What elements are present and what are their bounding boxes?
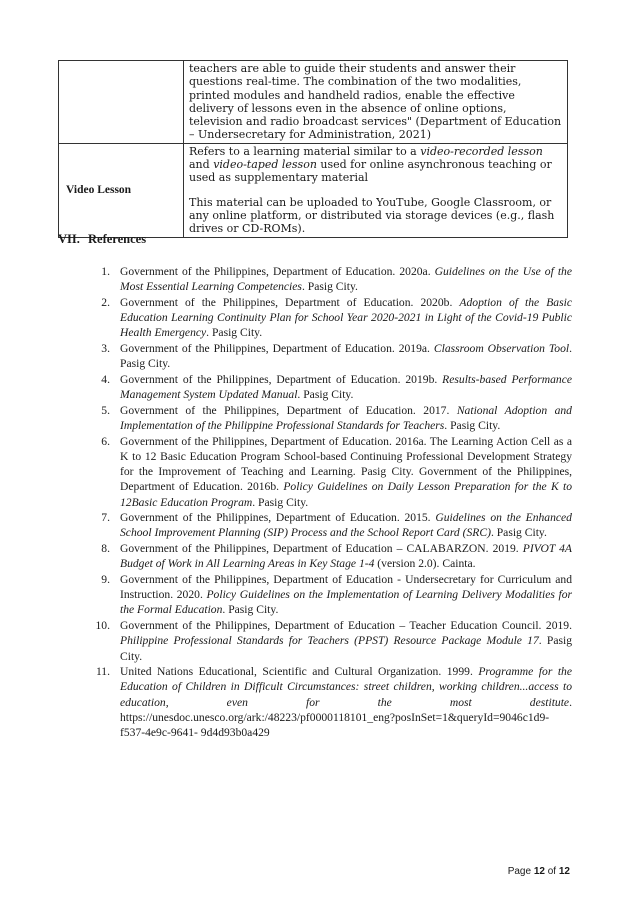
reference-list (86, 264, 572, 741)
term-cell (59, 61, 184, 144)
definition-text: teachers are able to guide their students and answer their questions real-time. The combination of the two modalities, printed modules and handheld radios, enable the effective delivery of lessons even in the absence of online options, television and radio broadcast services" (Department of Education – Undersecretary for Administration, 2021) (189, 62, 562, 142)
table-row (59, 61, 568, 144)
section-heading (58, 232, 146, 247)
list-item: 7. Government of the Philippines, Department of Education. 2015. Guidelines on the Enhanced School Improvement Planning (SIP) Process and the School Report Card (SRC). Pasig City. (101, 511, 572, 540)
list-item: 5. Government of the Philippines, Department of Education. 2017. National Adoption and Implementation of the Philippine Professional Standards for Teachers. Pasig City. (101, 403, 572, 433)
list-item: 6. Government of the Philippines, Department of Education. 2016a. The Learning Action Cell as a K to 12 Basic Education Program School-based Continuing Professional Development Strategy for the Improvement of Teaching and Learning. Pasig City. Government of the Philippines, Department of Education. 2016b. Policy Guidelines on Daily Lesson Preparation for the K to 12Basic Education Program. Pasig City. (101, 434, 573, 509)
list-item: 2. Government of the Philippines, Department of Education. 2020b. Adoption of the Basic Education Learning Continuity Plan for School Year 2020-2021 in Light of the Covid-19 Public Health Emergency. Pasig City. (101, 295, 572, 340)
page-number: Page 12 of 12 (507, 866, 570, 877)
section-title: References (88, 232, 147, 246)
definition-cell (184, 61, 568, 144)
definition-text: Refers to a learning material similar to a video-recorded lesson and video-taped lesson used for online asynchronous teaching or used as supplementary material (189, 144, 552, 185)
list-item: 8. Government of the Philippines, Department of Education – CALABARZON. 2019. PIVOT 4A Budget of Work in All Learning Areas in Key Stage 1-4 (version 2.0). Cainta. (101, 542, 572, 571)
list-item: 4. Government of the Philippines, Department of Education. 2019b. Results-based Performance Management System Updated Manual. Pasig City. (101, 372, 572, 402)
list-item: 3. Government of the Philippines, Department of Education. 2019a. Classroom Observation Tool. Pasig City. (101, 342, 572, 371)
table-row (59, 143, 568, 237)
list-item: 11. United Nations Educational, Scientific and Cultural Organization. 1999. Programme for the Education of Children in Difficult Circumstances: street children, working children...access to education, even for the most destitute. https://unesdoc.unesco.org/ark:/48223/pf0000118101_eng?posInSet=1&queryId=9046c1d9-f537-4e9c-9641- 9d4d93b0a429 (95, 665, 572, 740)
glossary-table (58, 60, 568, 238)
section-number: VII. (58, 232, 80, 246)
list-item: 1. Government of the Philippines, Department of Education. 2020a. Guidelines on the Use of the Most Essential Learning Competencies. Pasig City. (101, 265, 572, 294)
definition-text: This material can be uploaded to YouTube, Google Classroom, or any online platform, or distributed via storage devices (e.g., flash drives or CD-ROMs). (189, 195, 555, 236)
list-item: 10. Government of the Philippines, Department of Education – Teacher Education Council. 2019. Philippine Professional Standards for Teachers (PPST) Resource Package Module 17. Pasig City. (95, 619, 573, 663)
list-item: 9. Government of the Philippines, Department of Education - Undersecretary for Curriculum and Instruction. 2020. Policy Guidelines on the Implementation of Learning Delivery Modalities for the Formal Education. Pasig City. (101, 573, 573, 617)
definition-cell (184, 143, 568, 237)
term-cell: Video Lesson (59, 143, 184, 237)
